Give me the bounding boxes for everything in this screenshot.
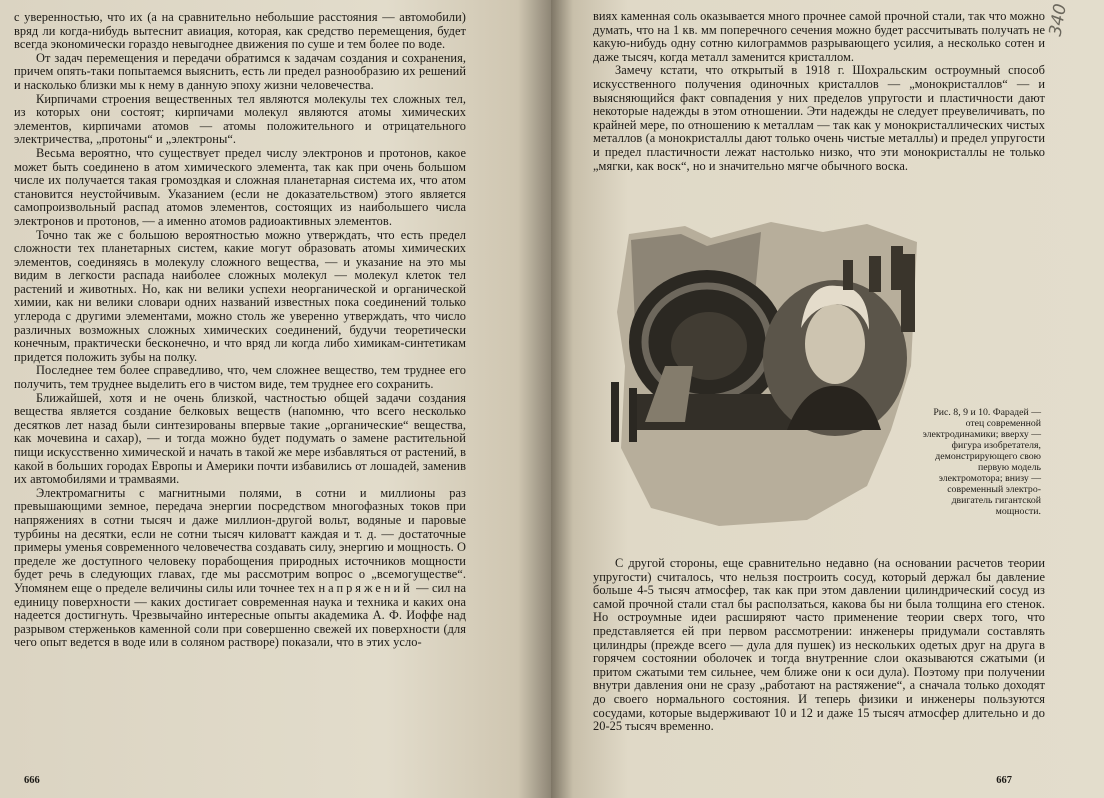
paragraph: с уверенностью, что их (а на сравнительно небольшие расстояния — автомобили) вряд ли когда-нибудь вытеснит авиация, которая, как средство перемещения, будет всегда экономически гораздо невыгоднее движения по суше и тем более по воде. bbox=[14, 10, 466, 52]
paragraph: Последнее тем более справедливо, что, чем сложнее вещество, тем труднее его получить, тем труднее выделить его в чистом виде, тем труднее его сохранить. bbox=[14, 363, 466, 392]
figure-caption: Рис. 8, 9 и 10. Фарадей — отец современной электродинамики; вверху — фигура изобретателя, демонстрирующего свою первую модель электромотора; внизу — современный электро-двигатель гигантской мощности. bbox=[922, 407, 1041, 517]
portrait-face bbox=[805, 304, 865, 384]
text-run: — сил на единицу поверхности — каких достигает современная наука и техника и каких она надеется достигнуть. Чрезвычайно интересные опыты академика А. Ф. Иоффе над разрывом стерженьков каменной соли при совершенно свежей их поверхности (для чего опыт ведется в воде или в соляном растворе) показали, что в этих усло- bbox=[14, 580, 467, 650]
paragraph: виях каменная соль оказывается много прочнее самой прочной стали, так что можно думать, что на 1 кв. мм поперечного сечения можно будет рассчитывать получать не какую-нибудь одну сотню килограммов разрывающего усилия, а несколько сотен и даже тысяч, когда металл заменится кристаллом. bbox=[593, 9, 1045, 64]
paragraph: Весьма вероятно, что существует предел числу электронов и протонов, какое может быть соединено в атом химического элемента, так как при очень большом числе их получается такая громоздкая и сложная планетарная система их, что атом становится неустойчивым. Указанием (если не доказательством) этого является самопроизвольный распад атомов элементов, состоящих из наибольшего числа электронов и протонов, — а именно атомов радиоактивных элементов. bbox=[14, 145, 466, 228]
paragraph bbox=[14, 487, 466, 650]
left-text-column bbox=[14, 11, 466, 650]
left-page bbox=[0, 0, 551, 798]
faraday-illustration bbox=[611, 216, 919, 546]
right-text-column-bottom bbox=[593, 557, 1045, 734]
text-run: Электромагниты с магнитными полями, в сотни и миллионы раз превышающими земное, передача энергии посредством многофазных токов при напряжениях в сотни тысяч и даже миллион-другой вольт, водяные и паровые турбины на десятки, если не сотни тысяч киловатт каждая и т. д. — достаточные примеры уменья современного человечества создавать силу, энергию и мощность. О пределе же доступного человеку порабощения природных источников мощности будет речь в следующих главах, где мы рассмотрим вопрос о „всемогуществе“. Упомянем еще о пределе величины силы или точнее тех bbox=[14, 485, 466, 595]
page-number: 666 bbox=[24, 775, 40, 786]
paragraph: От задач перемещения и передачи обратимся к задачам создания и сохранения, причем опять-таки попытаемся выяснить, есть ли предел разнообразию их решений и насколько близки мы к нему в данную эпоху жизни человечества. bbox=[14, 50, 466, 92]
paragraph: Замечу кстати, что открытый в 1918 г. Шохральским остроумный способ искусственного получения одиночных кристаллов — „монокристаллов“ — и выясняющийся факт совпадения у них пределов упругости и пластичности дают некоторые надежды в этом отношении. Эти надежды не следует преувеличивать, по крайней мере, по отношению к металлам — так как у монокристаллических чистых металлов (а монокристаллы дают только очень чистые металлы) и предел упругости и предел пластичности лежат настолько низко, что эти монокристаллы не только „мягки, как воск“, но и значительно мягче обычного воска. bbox=[593, 63, 1045, 173]
paragraph: Ближайшей, хотя и не очень близкой, частностью общей задачи создания вещества является создание белковых веществ (напомню, что всего несколько десятков лет назад были синтезированы впервые такие „органические“ вещества, как мочевина и сахар), — и тогда можно будет подумать о замене растительной пищи искусственно химической и начать в такой же мере избавляться от растений, в какой в больших городах Европы и Америки почти избавились от лошадей, заменив их автомобилями и трамваями. bbox=[14, 390, 466, 487]
right-page bbox=[551, 0, 1104, 798]
paragraph: Точно так же с большою вероятностью можно утверждать, что есть предел сложности тех планетарных систем, какие могут образовать атомы химических элементов, соединяясь в молекулу сложного вещества, — и указание на это мы видим в легкости распада наиболее сложных молекул — молекул клеток тел растений и животных. Но, как ни велики успехи неорганической и органической химии, как ни велики словари одних названий известных пока соединений только углерода с другими элементами, можно столь же уверенно утверждать, что число различных возможных сложных химических соединений, будучи теоретически конечным, практически бесконечно, и что вряд ли когда либо химикам-синтетикам придется положить зубы на полку. bbox=[14, 227, 466, 364]
paragraph: С другой стороны, еще сравнительно недавно (на основании расчетов теории упругости) считалось, что нельзя построить сосуд, который держал бы давление больше 4-5 тысяч атмосфер, так как при этом давлении цилиндрический сосуд из самой прочной стали стал бы расползаться, какова бы ни была толщина его стенок. Но остроумные идеи расширяют часто применение теории сверх того, что представляется ей при первом рассмотрении: инженеры придумали составлять цилиндры (прежде всего — дула для пушек) из нескольких одетых друг на друга в горячем состоянии оболочек и тогда внутренние слои оказываются сжатыми (и притом сжатыми тем сильнее, чем ближе они к оси дула). Поэтому при получении внутри давления они не сразу „работают на растяжение“, а сначала только доходят до своего нормального состояния. И теперь физики и инженеры пользуются сосудами, которые выдерживают 10 и 12 и даже 15 тысяч атмосфер длительно и до 20-25 тысяч временно. bbox=[593, 556, 1045, 734]
paragraph: Кирпичами строения вещественных тел являются молекулы тех сложных тел, из которых они состоят; кирпичами молекул являются атомы химических элементов, кирпичами атомов — атомы положительного и отрицательного электричества, „протоны“ и „электроны“. bbox=[14, 91, 466, 147]
spaced-emphasis: напряжений bbox=[318, 580, 413, 595]
page-number: 667 bbox=[996, 775, 1012, 786]
handwritten-note: 340 bbox=[1045, 2, 1071, 38]
right-text-column-top bbox=[593, 10, 1045, 173]
